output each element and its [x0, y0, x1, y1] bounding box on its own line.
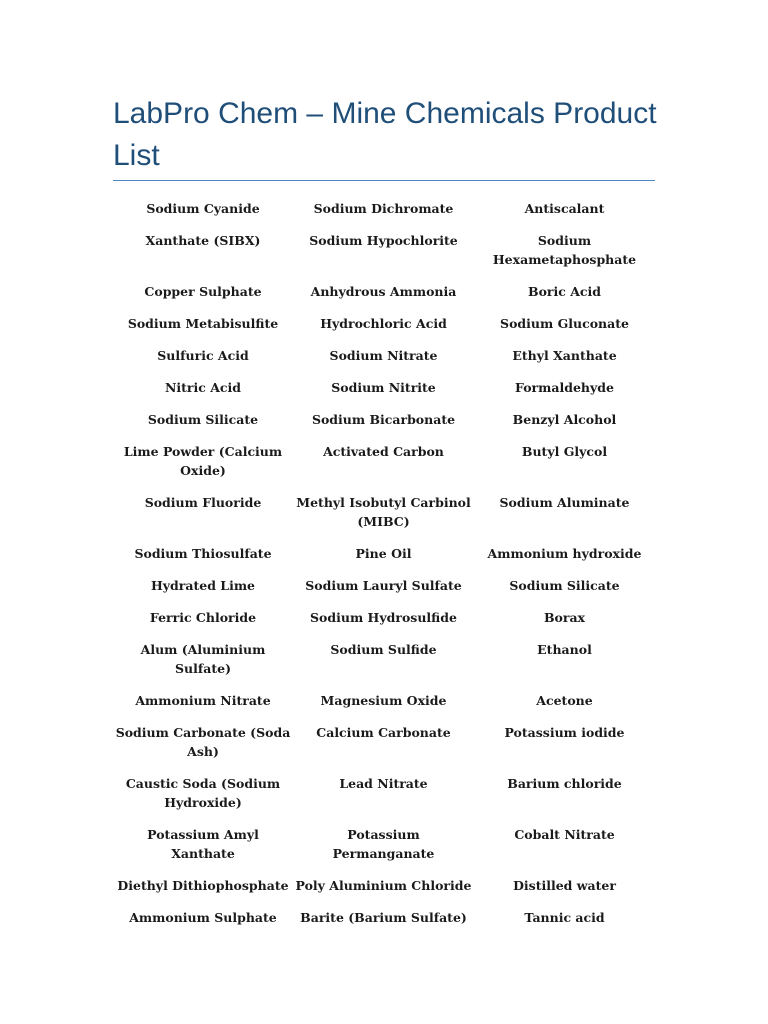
product-cell: Alum (Aluminium Sulfate): [140, 642, 266, 676]
product-row: [113, 908, 655, 927]
product-cell: Calcium Carbonate: [316, 725, 451, 740]
product-cell: Sulfuric Acid: [157, 348, 249, 363]
product-cell: Ethanol: [537, 642, 592, 657]
product-cell: Sodium Hypochlorite: [309, 233, 458, 248]
product-cell: Copper Sulphate: [144, 284, 262, 299]
product-cell: Boric Acid: [528, 284, 601, 299]
product-cell: Sodium Hexametaphosphate: [492, 233, 637, 267]
product-row: [113, 199, 655, 218]
product-cell: Lead Nitrate: [339, 776, 428, 791]
product-row: [113, 774, 655, 812]
product-cell: Barium chloride: [507, 776, 622, 791]
product-cell: Sodium Aluminate: [499, 495, 630, 510]
product-list-table: [113, 199, 655, 940]
product-cell: Butyl Glycol: [521, 444, 608, 459]
product-row: [113, 825, 655, 863]
product-cell: Hydrochloric Acid: [320, 316, 447, 331]
product-row: [113, 282, 655, 301]
product-cell: Xanthate (SIBX): [145, 233, 261, 248]
product-cell: Sodium Gluconate: [500, 316, 629, 331]
product-cell: Sodium Carbonate (Soda Ash): [115, 725, 291, 759]
product-cell: Sodium Dichromate: [313, 201, 454, 216]
product-row: [113, 231, 655, 269]
product-cell: Nitric Acid: [164, 380, 242, 395]
product-cell: Ammonium hydroxide: [487, 546, 642, 561]
product-row: [113, 544, 655, 563]
product-row: [113, 608, 655, 627]
product-cell: Hydrated Lime: [150, 578, 256, 593]
title-underline: [113, 180, 655, 181]
product-cell: Sodium Cyanide: [146, 201, 260, 216]
product-cell: Poly Aluminium Chloride: [295, 878, 472, 893]
product-cell: Sodium Lauryl Sulfate: [305, 578, 462, 593]
document-title: LabPro Chem – Mine Chemicals Product List: [113, 97, 657, 172]
product-cell: Sodium Hydrosulfide: [310, 610, 457, 625]
product-cell: Sodium Fluoride: [144, 495, 262, 510]
product-cell: Sodium Silicate: [147, 412, 259, 427]
product-row: [113, 493, 655, 531]
product-cell: Sodium Silicate: [509, 578, 620, 593]
product-cell: Sodium Metabisulfite: [127, 316, 279, 331]
product-cell: Methyl Isobutyl Carbinol (MIBC): [296, 495, 471, 529]
product-cell: Potassium Amyl Xanthate: [147, 827, 259, 861]
product-cell: Ammonium Sulphate: [129, 910, 277, 925]
product-cell: Sodium Nitrate: [329, 348, 438, 363]
product-cell: Distilled water: [513, 878, 616, 893]
product-cell: Ethyl Xanthate: [512, 348, 617, 363]
product-cell: Magnesium Oxide: [320, 693, 447, 708]
product-row: [113, 576, 655, 595]
product-row: [113, 442, 655, 480]
product-cell: Sodium Sulfide: [330, 642, 437, 657]
product-row: [113, 410, 655, 429]
product-row: [113, 691, 655, 710]
product-row: [113, 346, 655, 365]
product-cell: Anhydrous Ammonia: [310, 284, 457, 299]
product-cell: Barite (Barium Sulfate): [300, 910, 467, 925]
product-row: [113, 640, 655, 678]
product-cell: Benzyl Alcohol: [512, 412, 617, 427]
product-cell: Caustic Soda (Sodium Hydroxide): [125, 776, 281, 810]
product-cell: Potassium iodide: [504, 725, 625, 740]
product-row: [113, 723, 655, 761]
product-cell: Acetone: [536, 693, 593, 708]
product-row: [113, 314, 655, 333]
product-cell: Pine Oil: [355, 546, 412, 561]
product-cell: Cobalt Nitrate: [514, 827, 615, 842]
product-row: [113, 378, 655, 397]
product-cell: Potassium Permanganate: [332, 827, 435, 861]
product-cell: Sodium Nitrite: [331, 380, 436, 395]
product-row: [113, 876, 655, 895]
product-cell: Antiscalant: [524, 201, 605, 216]
product-cell: Sodium Thiosulfate: [134, 546, 272, 561]
product-cell: Sodium Bicarbonate: [311, 412, 456, 427]
product-cell: Diethyl Dithiophosphate: [117, 878, 289, 893]
product-cell: Tannic acid: [524, 910, 605, 925]
product-cell: Formaldehyde: [515, 380, 614, 395]
product-cell: Activated Carbon: [323, 444, 444, 459]
product-cell: Lime Powder (Calcium Oxide): [123, 444, 283, 478]
product-cell: Ferric Chloride: [149, 610, 257, 625]
product-cell: Ammonium Nitrate: [135, 693, 271, 708]
product-cell: Borax: [543, 610, 586, 625]
